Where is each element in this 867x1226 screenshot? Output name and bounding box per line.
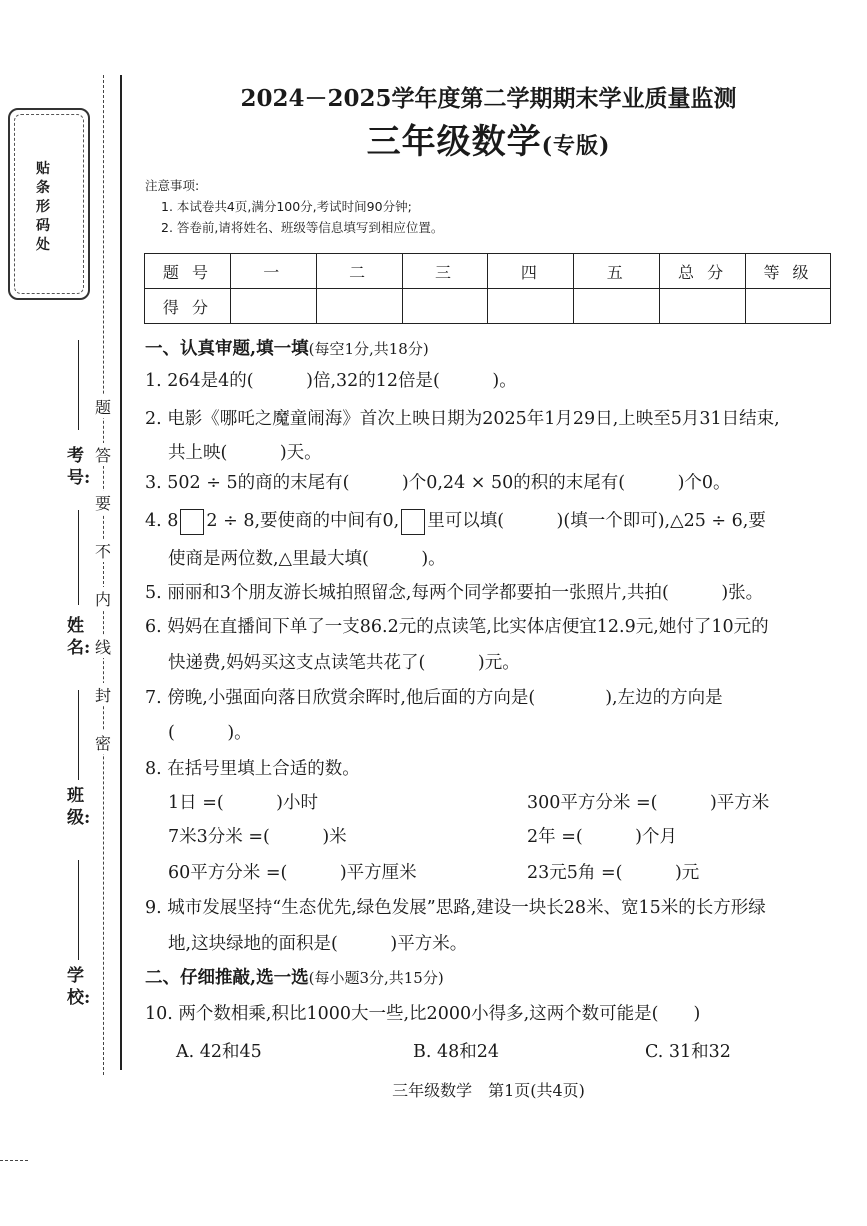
q4-text: 4. 8 [145,511,179,531]
exam-title-line: 2024－2025学年度第二学期期末学业质量监测 [240,85,737,112]
q8-item: 2年 =( )个月 [527,827,678,847]
section-heading-2 [145,964,444,989]
question-7-line1: 7. 傍晚,小强面向落日欣赏余晖时,他后面的方向是( ),左边的方向是 [145,688,723,708]
option-b[interactable]: B. 48和24 [413,1042,500,1062]
q8-item: 60平方分米 =( )平方厘米 [168,863,417,883]
seal-char: 要 [95,491,111,514]
option-a[interactable]: A. 42和45 [176,1042,262,1062]
exam-number-line[interactable] [78,340,79,430]
seal-char: 封 [95,683,111,706]
table-cell: 二 [316,254,402,289]
exam-number-label: 考号: [67,446,91,488]
section-title: 一、认真审题,填一填 [145,339,309,359]
table-cell: 五 [574,254,660,289]
question-6-line2: 快递费,妈妈买这支点读笔共花了( )元。 [168,653,520,673]
barcode-label: 贴条形码处 [36,161,50,253]
notes-block [145,175,443,238]
school-line[interactable] [78,860,79,960]
question-7-line2: ( )。 [168,723,252,743]
score-table-score-row [145,289,831,324]
seal-char: 题 [95,395,111,418]
q8-item: 1日 =( )小时 [168,793,319,813]
school-label: 学校: [67,966,91,1008]
question-2-line1: 2. 电影《哪吒之魔童闹海》首次上映日期为2025年1月29日,上映至5月31日结束, [145,409,780,429]
seal-dashed-line [103,75,104,1075]
table-cell: 得 分 [145,289,231,324]
page-footer: 三年级数学 第1页(共4页) [392,1081,585,1100]
subject-title: 三年级数学 [366,122,542,162]
seal-char: 答 [95,443,111,466]
q4-text: 里可以填( )(填一个即可),△25 ÷ 6,要 [427,511,766,531]
score-cell[interactable] [660,289,746,324]
notes-heading: 注意事项: [145,178,200,193]
score-table [144,253,831,324]
score-cell[interactable] [746,289,831,324]
question-4-line2: 使商是两位数,△里最大填( )。 [168,549,446,569]
option-c[interactable]: C. 31和32 [645,1042,731,1062]
q4-digit-box-ref [401,509,425,535]
class-label: 班级: [67,786,91,828]
question-9-line1: 9. 城市发展坚持“生态优先,绿色发展”思路,建设一块长28米、宽15米的长方形绿 [145,898,766,918]
section-heading-1 [145,335,429,360]
q8-item: 23元5角 =( )元 [527,863,700,883]
question-3: 3. 502 ÷ 5的商的末尾有( )个0,24 × 50的积的末尾有( )个0。 [145,473,731,493]
table-cell: 三 [402,254,488,289]
table-cell: 一 [230,254,316,289]
question-6-line1: 6. 妈妈在直播间下单了一支86.2元的点读笔,比实体店便宜12.9元,她付了10元的 [145,617,769,637]
seal-char: 线 [95,635,111,658]
table-cell: 等 级 [746,254,831,289]
question-5: 5. 丽丽和3个朋友游长城拍照留念,每两个同学都要拍一张照片,共拍( )张。 [145,583,764,603]
seal-char: 不 [95,539,111,562]
question-8: 8. 在括号里填上合适的数。 [145,759,360,779]
question-2-line2: 共上映( )天。 [168,443,322,463]
table-cell: 题 号 [145,254,231,289]
section-scoring-note: (每空1分,共18分) [308,340,429,358]
name-line[interactable] [78,510,79,605]
score-cell[interactable] [402,289,488,324]
table-cell: 总 分 [660,254,746,289]
q4-text: 2 ÷ 8,要使商的中间有0, [206,511,400,531]
q4-digit-box[interactable] [180,509,204,535]
question-4-line1 [145,503,766,539]
cut-mark [0,1160,28,1161]
score-table-header-row [145,254,831,289]
seal-char: 内 [95,587,111,610]
score-cell[interactable] [230,289,316,324]
name-label: 姓名: [67,616,91,658]
section-title: 二、仔细推敲,选一选 [145,968,309,988]
note-item: 2. 答卷前,请将姓名、班级等信息填写到相应位置。 [161,220,444,235]
note-item: 1. 本试卷共4页,满分100分,考试时间90分钟; [161,199,412,214]
q8-item: 300平方分米 =( )平方米 [527,793,770,813]
section-scoring-note: (每小题3分,共15分) [308,969,444,987]
exam-main-title [0,114,867,163]
question-9-line2: 地,这块绿地的面积是( )平方米。 [168,934,468,954]
seal-char: 密 [95,731,111,754]
score-cell[interactable] [316,289,402,324]
score-cell[interactable] [488,289,574,324]
score-cell[interactable] [574,289,660,324]
binding-margin-line [120,75,122,1070]
question-10: 10. 两个数相乘,积比1000大一些,比2000小得多,这两个数可能是( ) [145,1004,701,1024]
table-cell: 四 [488,254,574,289]
question-1: 1. 264是4的( )倍,32的12倍是( )。 [145,371,517,391]
class-line[interactable] [78,690,79,780]
edition-label: (专版) [541,133,611,159]
q8-item: 7米3分米 =( )米 [168,827,347,847]
